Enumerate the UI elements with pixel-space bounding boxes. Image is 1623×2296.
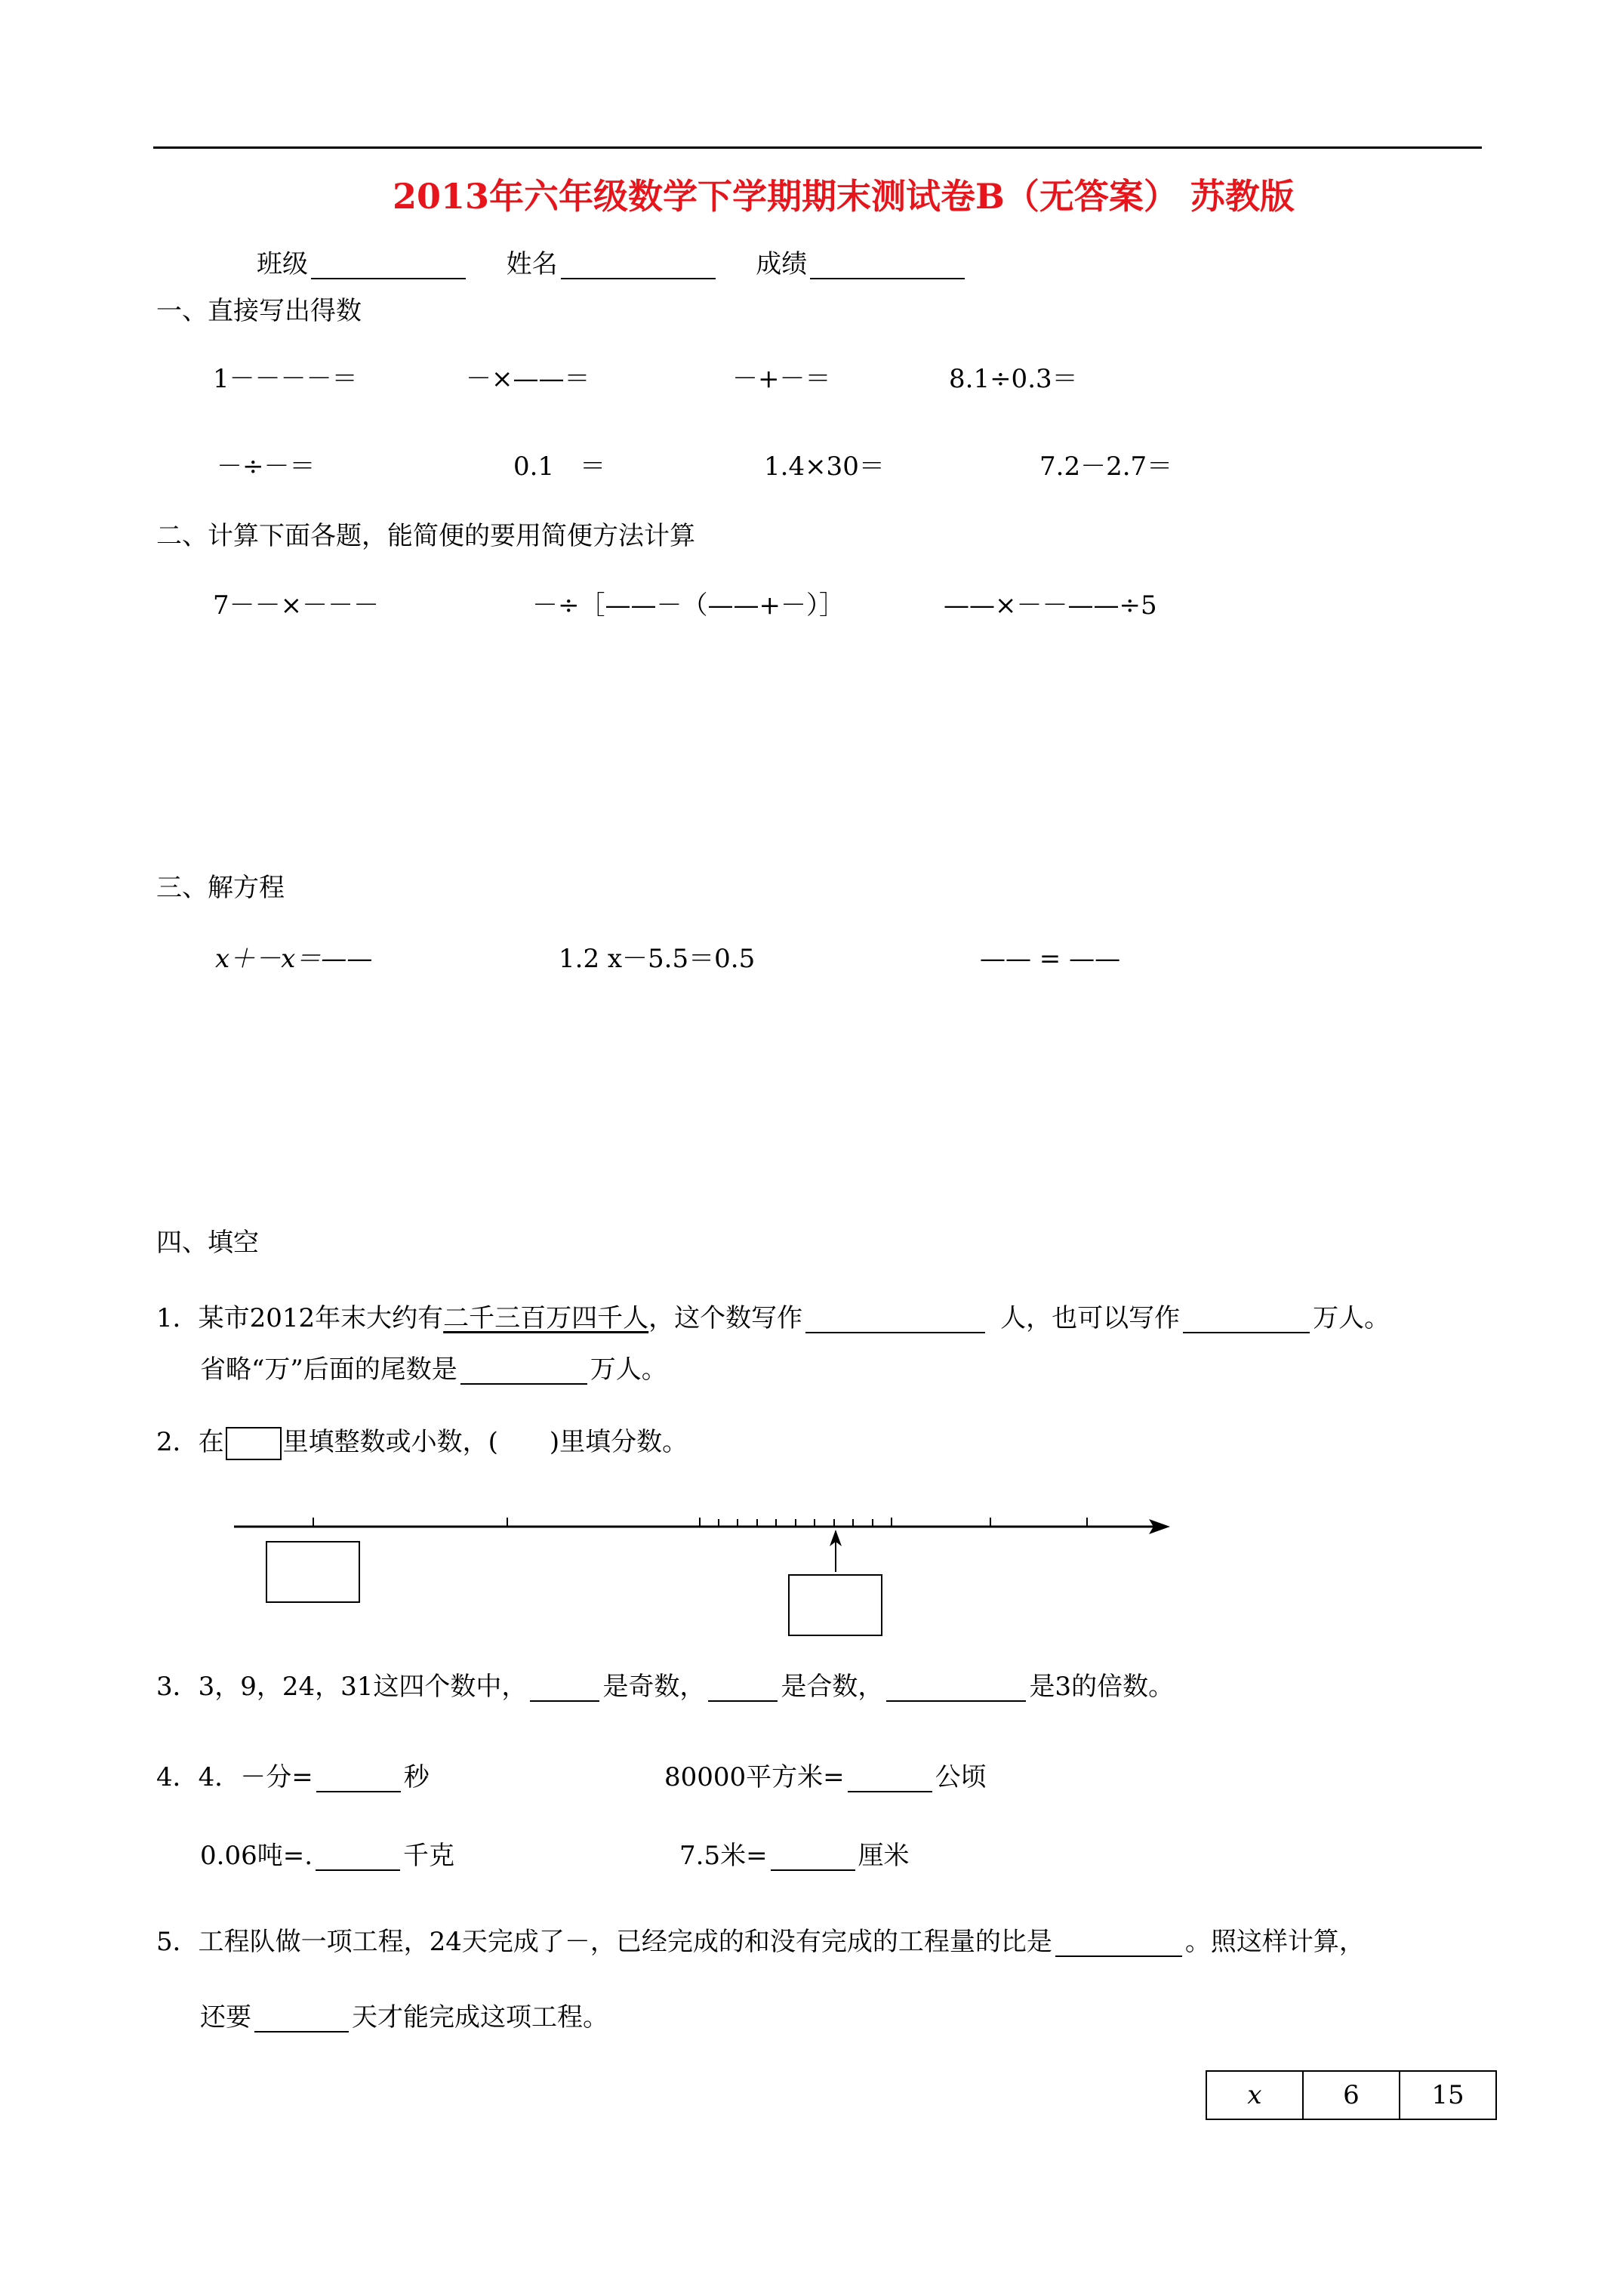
s1-item: －×——＝ <box>466 364 590 394</box>
value-table <box>1206 2070 1497 2120</box>
question-1-line2 <box>200 1354 667 1385</box>
q4-blank-seconds[interactable] <box>316 1767 401 1792</box>
name-label: 姓名 <box>506 249 558 279</box>
q5-blank-days[interactable] <box>254 2007 349 2032</box>
s3-item: —— = —— <box>980 944 1121 974</box>
q5-text: 5．工程队做一项工程，24天完成了－，已经完成的和没有完成的工程量的比是 <box>156 1927 1052 1957</box>
question-4-b <box>664 1762 987 1792</box>
answer-box-right <box>789 1575 882 1635</box>
s1-item: －+－＝ <box>732 364 831 394</box>
section-4-heading: 四、填空 <box>156 1228 259 1258</box>
q3-text: 是3的倍数。 <box>1029 1672 1175 1702</box>
number-line-diagram <box>226 1502 1185 1684</box>
section-2-heading: 二、计算下面各题，能简便的要用简便方法计算 <box>156 521 695 551</box>
s1-item: 8.1÷0.3＝ <box>949 364 1078 394</box>
q4-text: 千克 <box>403 1841 454 1871</box>
class-label: 班级 <box>257 249 308 279</box>
score-blank[interactable] <box>810 254 965 279</box>
s1-item: 1.4×30＝ <box>764 451 885 482</box>
table-cell: x <box>1206 2071 1303 2119</box>
header-fields <box>257 249 968 279</box>
q5-text: 。照这样计算， <box>1184 1927 1365 1957</box>
q4-blank-kg[interactable] <box>316 1845 400 1871</box>
s2-item: 7－－×－－－ <box>213 590 380 621</box>
q1-text: 万人。 <box>590 1354 667 1385</box>
s1-item: 1－－－－＝ <box>213 364 358 394</box>
question-4-d <box>679 1841 910 1871</box>
q1-text: 省略“万”后面的尾数是 <box>200 1354 457 1385</box>
table-cell: 15 <box>1400 2071 1496 2119</box>
q3-blank-composite[interactable] <box>708 1676 778 1702</box>
question-5-line2 <box>200 2002 608 2032</box>
section-3-heading: 三、解方程 <box>156 873 285 903</box>
q4-text: 4．4．－分= <box>156 1762 313 1792</box>
q1-blank-digits[interactable] <box>805 1308 985 1333</box>
s3-item: x＋－x＝—— <box>215 944 373 974</box>
q4-text: 秒 <box>403 1762 430 1792</box>
question-5 <box>156 1927 1365 1957</box>
score-label: 成绩 <box>756 249 808 279</box>
q1-text: 人，也可以写作 <box>1000 1303 1181 1333</box>
table-cell: 6 <box>1303 2071 1400 2119</box>
q2-text: 2．在 <box>156 1427 224 1457</box>
q1-text: 1．某市2012年末大约有 <box>156 1303 444 1333</box>
question-3 <box>156 1672 1174 1702</box>
q4-text: 80000平方米= <box>664 1762 845 1792</box>
page-title: 2013年六年级数学下学期期末测试卷B（无答案） 苏教版 <box>393 176 1295 217</box>
q3-text: 是合数， <box>781 1672 884 1702</box>
q4-text: 公顷 <box>935 1762 987 1792</box>
s2-item: ——×－－——÷5 <box>944 590 1157 621</box>
q4-blank-hectare[interactable] <box>848 1767 932 1792</box>
q2-inline-box <box>226 1427 282 1460</box>
top-rule <box>153 146 1482 149</box>
q3-blank-multiple[interactable] <box>886 1676 1026 1702</box>
q1-underlined-number: 二千三百万四千人 <box>443 1303 649 1333</box>
q3-blank-odd[interactable] <box>530 1676 599 1702</box>
q4-text: 厘米 <box>858 1841 910 1871</box>
section-1-heading: 一、直接写出得数 <box>156 296 362 326</box>
table-row <box>1206 2071 1496 2119</box>
question-4-a <box>156 1762 430 1792</box>
q5-text: 还要 <box>200 2002 251 2032</box>
q4-blank-cm[interactable] <box>771 1845 855 1871</box>
q2-text: 里填整数或小数，( )里填分数。 <box>282 1427 688 1457</box>
q1-text: 万人。 <box>1313 1303 1390 1333</box>
q3-text: 是奇数， <box>602 1672 706 1702</box>
class-blank[interactable] <box>311 254 466 279</box>
question-2 <box>156 1427 688 1460</box>
q5-text: 天才能完成这项工程。 <box>352 2002 608 2032</box>
q3-text: 3．3，9，24，31这四个数中， <box>156 1672 528 1702</box>
q4-text: 0.06吨=. <box>200 1841 313 1871</box>
answer-box-left <box>266 1542 359 1602</box>
s2-item: －÷［——－（——+－）］ <box>532 590 845 621</box>
question-4-c <box>200 1841 454 1871</box>
s3-item: 1.2 x－5.5＝0.5 <box>559 944 756 974</box>
s1-item: 7.2－2.7＝ <box>1039 451 1173 482</box>
q1-text: ，这个数写作 <box>648 1303 803 1333</box>
q4-text: 7.5米= <box>679 1841 768 1871</box>
q5-blank-ratio[interactable] <box>1055 1931 1182 1957</box>
s1-item: 0.1 ＝ <box>513 451 606 482</box>
question-1 <box>156 1303 1390 1333</box>
q1-blank-round[interactable] <box>460 1359 587 1385</box>
s1-item: －÷－＝ <box>217 451 316 482</box>
q1-blank-wan[interactable] <box>1183 1308 1310 1333</box>
name-blank[interactable] <box>561 254 716 279</box>
